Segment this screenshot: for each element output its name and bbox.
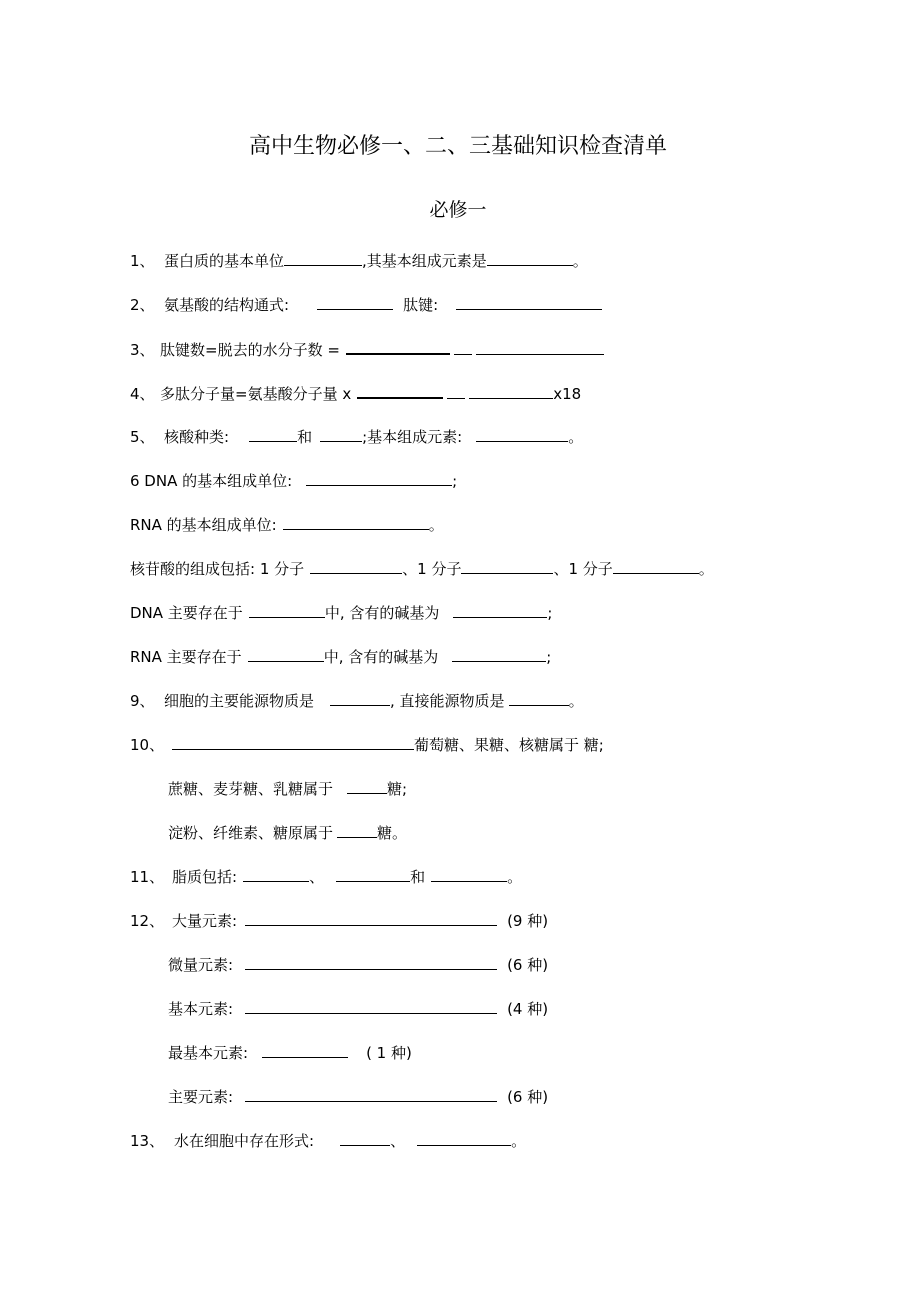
question-6-dna: [130, 470, 457, 492]
answer-blank[interactable]: [456, 294, 602, 310]
question-text: 主要元素:: [168, 1088, 234, 1106]
answer-blank[interactable]: [245, 1086, 497, 1102]
question-number: 12、: [130, 912, 165, 930]
question-2: [130, 294, 602, 316]
question-text: 中, 含有的碱基为: [324, 604, 440, 622]
question-text: (6 种): [507, 956, 549, 974]
section-title: 必修一: [429, 199, 487, 221]
answer-blank[interactable]: [248, 646, 324, 662]
question-text: ,其基本组成元素是: [362, 252, 487, 270]
question-text: 细胞的主要能源物质是: [164, 692, 315, 710]
answer-blank[interactable]: [347, 778, 387, 794]
question-text: 糖。: [377, 824, 408, 842]
answer-blank[interactable]: [337, 822, 377, 838]
answer-blank[interactable]: [330, 690, 390, 706]
answer-blank[interactable]: [320, 426, 362, 442]
question-4: [130, 382, 581, 404]
answer-blank[interactable]: [613, 558, 699, 574]
question-text: 。: [698, 560, 714, 578]
answer-blank[interactable]: [245, 910, 497, 926]
question-text: ;: [547, 604, 553, 622]
question-text: 。: [511, 1132, 527, 1150]
answer-blank[interactable]: [172, 734, 414, 750]
question-text: 和: [297, 428, 313, 446]
question-text: ;: [452, 472, 458, 490]
question-text: (6 种): [507, 1088, 549, 1106]
question-number: 11、: [130, 868, 165, 886]
question-10-c: [168, 822, 407, 844]
question-text: (9 种): [507, 912, 549, 930]
answer-blank[interactable]: [476, 426, 568, 442]
question-text: 和: [410, 868, 426, 886]
answer-blank[interactable]: [340, 1130, 390, 1146]
answer-blank[interactable]: [249, 602, 325, 618]
question-number: 9、: [130, 692, 155, 710]
question-7: [130, 558, 714, 580]
question-text: , 直接能源物质是: [390, 692, 505, 710]
question-text: 。: [572, 252, 588, 270]
question-number: 13、: [130, 1132, 165, 1150]
answer-blank[interactable]: [476, 339, 604, 355]
question-number: 3、: [130, 341, 155, 359]
question-text: 、1 分子: [402, 560, 462, 578]
question-12-c: [168, 998, 548, 1020]
answer-blank[interactable]: [310, 558, 402, 574]
answer-blank[interactable]: [243, 866, 309, 882]
question-13: [130, 1130, 526, 1152]
question-6-rna: [130, 514, 444, 536]
answer-blank[interactable]: [245, 954, 497, 970]
question-text: 淀粉、纤维素、糖原属于: [168, 824, 334, 842]
question-9: [130, 690, 584, 712]
question-text: 肽键:: [403, 296, 439, 314]
question-10-b: [168, 778, 407, 800]
question-text: (4 种): [507, 1000, 549, 1018]
question-text: 。: [507, 868, 523, 886]
question-text: 、: [390, 1132, 406, 1150]
question-12: [130, 910, 548, 932]
question-text: 脂质包括:: [172, 868, 238, 886]
question-text: 核酸种类:: [164, 428, 230, 446]
minus-sign: [447, 389, 465, 399]
answer-blank[interactable]: [249, 426, 297, 442]
question-text: 蛋白质的基本单位: [164, 252, 285, 270]
question-text: 葡萄糖、果糖、核糖属于 糖;: [414, 736, 604, 754]
question-text: 6 DNA 的基本组成单位:: [130, 472, 293, 490]
question-5: [130, 426, 583, 448]
question-text: ;: [546, 648, 552, 666]
question-text: ( 1 种): [366, 1044, 412, 1062]
question-8-dna: [130, 602, 552, 624]
answer-blank[interactable]: [306, 470, 452, 486]
question-text: RNA 主要存在于: [130, 648, 242, 666]
question-number: 2、: [130, 296, 155, 314]
question-text: 基本元素:: [168, 1000, 234, 1018]
answer-blank[interactable]: [417, 1130, 511, 1146]
question-text: 。: [428, 516, 444, 534]
question-3: [130, 338, 604, 360]
minus-sign: [454, 345, 472, 355]
answer-blank[interactable]: [262, 1042, 348, 1058]
question-text: 糖;: [387, 780, 408, 798]
answer-blank[interactable]: [357, 382, 443, 399]
answer-blank[interactable]: [469, 383, 553, 399]
answer-blank[interactable]: [453, 602, 547, 618]
answer-blank[interactable]: [283, 514, 429, 530]
question-text: DNA 主要存在于: [130, 604, 243, 622]
question-text: 多肽分子量=氨基酸分子量 x: [160, 385, 352, 403]
question-text: 最基本元素:: [168, 1044, 249, 1062]
answer-blank[interactable]: [245, 998, 497, 1014]
question-11: [130, 866, 522, 888]
question-text: 核苷酸的组成包括: 1 分子: [130, 560, 305, 578]
question-text: 、: [309, 868, 325, 886]
question-8-rna: [130, 646, 551, 668]
answer-blank[interactable]: [461, 558, 553, 574]
question-10: [130, 734, 604, 756]
question-number: 10、: [130, 736, 165, 754]
answer-blank[interactable]: [284, 250, 362, 266]
question-text: 氨基酸的结构通式:: [164, 296, 290, 314]
question-1: [130, 250, 588, 272]
question-text: 肽键数=脱去的水分子数 =: [160, 341, 340, 359]
question-text: 蔗糖、麦芽糖、乳糖属于: [168, 780, 334, 798]
question-12-d: [168, 1042, 412, 1064]
question-text: 。: [568, 428, 584, 446]
question-text: 。: [568, 692, 584, 710]
question-text: 水在细胞中存在形式:: [174, 1132, 315, 1150]
answer-blank[interactable]: [317, 294, 393, 310]
page-title: 高中生物必修一、二、三基础知识检查清单: [248, 134, 667, 159]
answer-blank[interactable]: [487, 250, 573, 266]
answer-blank[interactable]: [452, 646, 546, 662]
answer-blank[interactable]: [336, 866, 410, 882]
question-text: 大量元素:: [172, 912, 238, 930]
question-text: 、1 分子: [553, 560, 613, 578]
question-number: 4、: [130, 385, 155, 403]
question-text: RNA 的基本组成单位:: [130, 516, 277, 534]
question-12-b: [168, 954, 548, 976]
answer-blank[interactable]: [509, 690, 569, 706]
question-text: 微量元素:: [168, 956, 234, 974]
answer-blank[interactable]: [431, 866, 507, 882]
question-12-e: [168, 1086, 548, 1108]
question-text: ;基本组成元素:: [362, 428, 463, 446]
question-number: 1、: [130, 252, 155, 270]
question-text: 中, 含有的碱基为: [323, 648, 439, 666]
answer-blank[interactable]: [346, 338, 450, 355]
question-text: x18: [553, 385, 582, 403]
question-number: 5、: [130, 428, 155, 446]
